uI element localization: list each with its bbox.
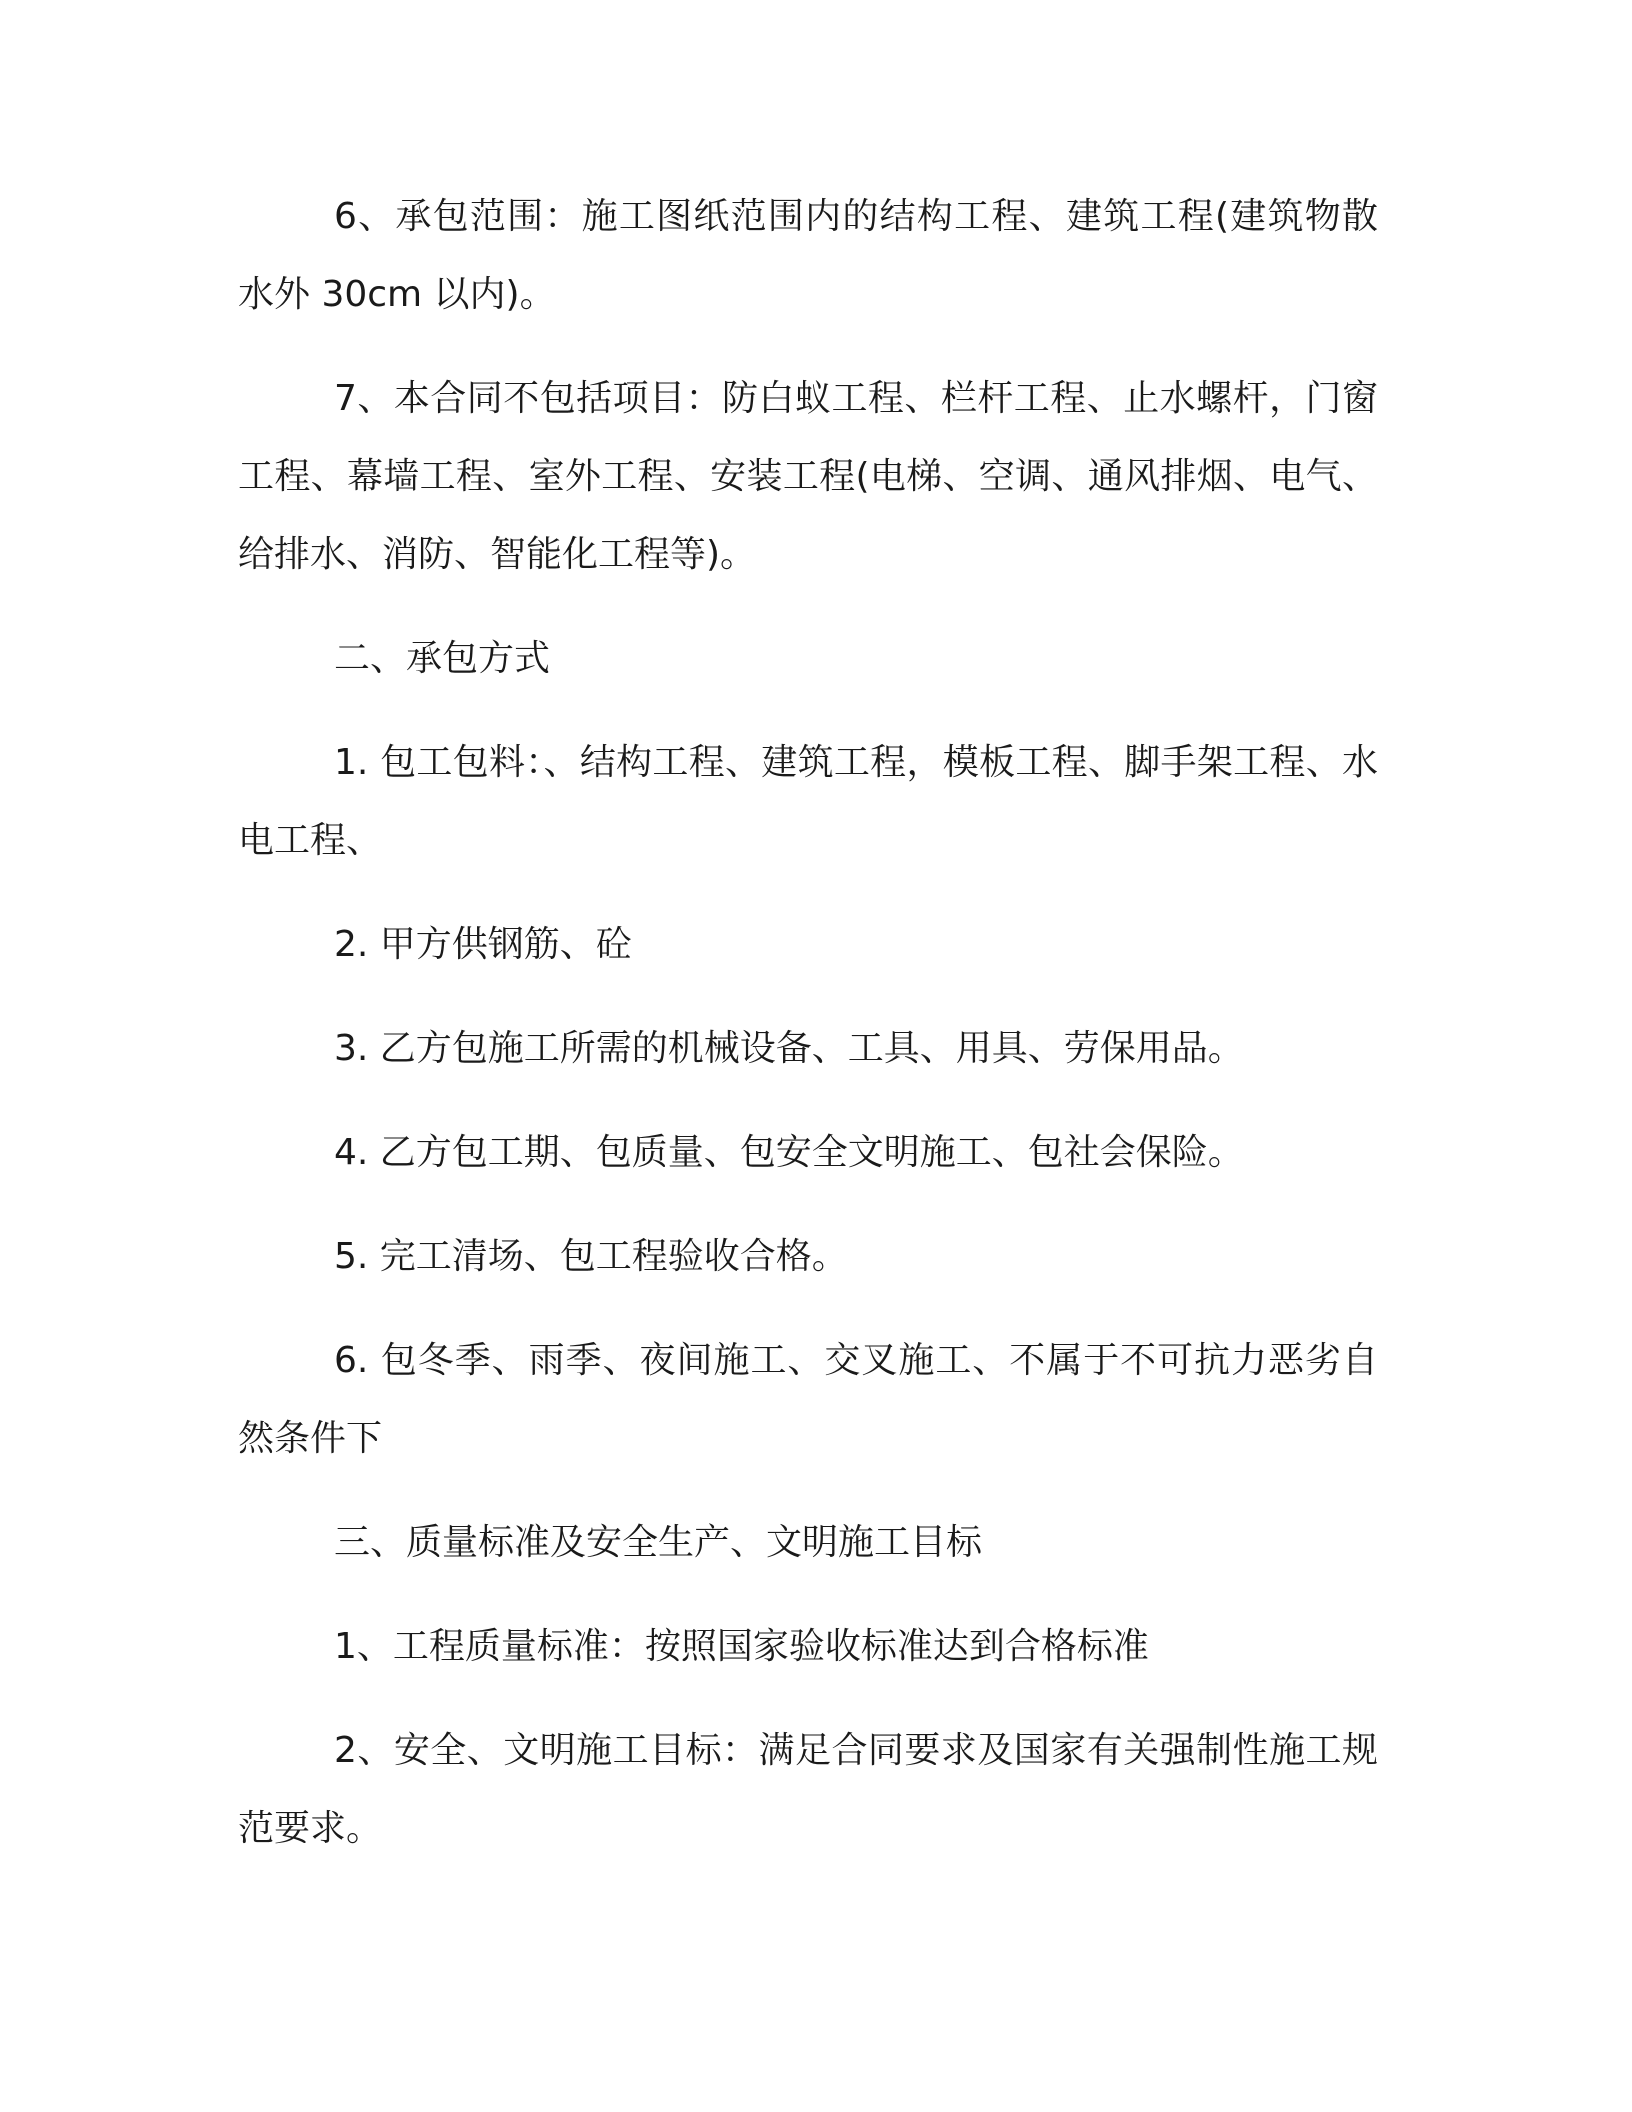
method-item-1: 1. 包工包料：、结构工程、建筑工程，模板工程、脚手架工程、水电工程、 <box>238 742 1378 861</box>
method-item-3: 3. 乙方包施工所需的机械设备、工具、用具、劳保用品。 <box>334 1028 1244 1069</box>
document-body <box>238 178 1378 1894</box>
clause-exclusions: 7、本合同不包括项目：防白蚁工程、栏杆工程、止水螺杆，门窗工程、幕墙工程、室外工程、安装工程(电梯、空调、通风排烟、电气、给排水、消防、智能化工程等)。 <box>238 378 1378 575</box>
quality-item-1: 1、工程质量标准：按照国家验收标准达到合格标准 <box>334 1626 1149 1667</box>
clause-scope: 6、承包范围：施工图纸范围内的结构工程、建筑工程(建筑物散水外 30cm 以内)。 <box>238 196 1378 315</box>
section-heading-contract-method: 二、承包方式 <box>334 638 551 679</box>
method-item-4: 4. 乙方包工期、包质量、包安全文明施工、包社会保险。 <box>334 1132 1244 1173</box>
method-item-6: 6. 包冬季、雨季、夜间施工、交叉施工、不属于不可抗力恶劣自然条件下 <box>238 1340 1378 1459</box>
method-item-2: 2. 甲方供钢筋、砼 <box>334 924 632 965</box>
quality-item-2: 2、安全、文明施工目标：满足合同要求及国家有关强制性施工规范要求。 <box>238 1730 1378 1849</box>
method-item-5: 5. 完工清场、包工程验收合格。 <box>334 1236 848 1277</box>
section-heading-quality-safety: 三、质量标准及安全生产、文明施工目标 <box>334 1522 983 1563</box>
